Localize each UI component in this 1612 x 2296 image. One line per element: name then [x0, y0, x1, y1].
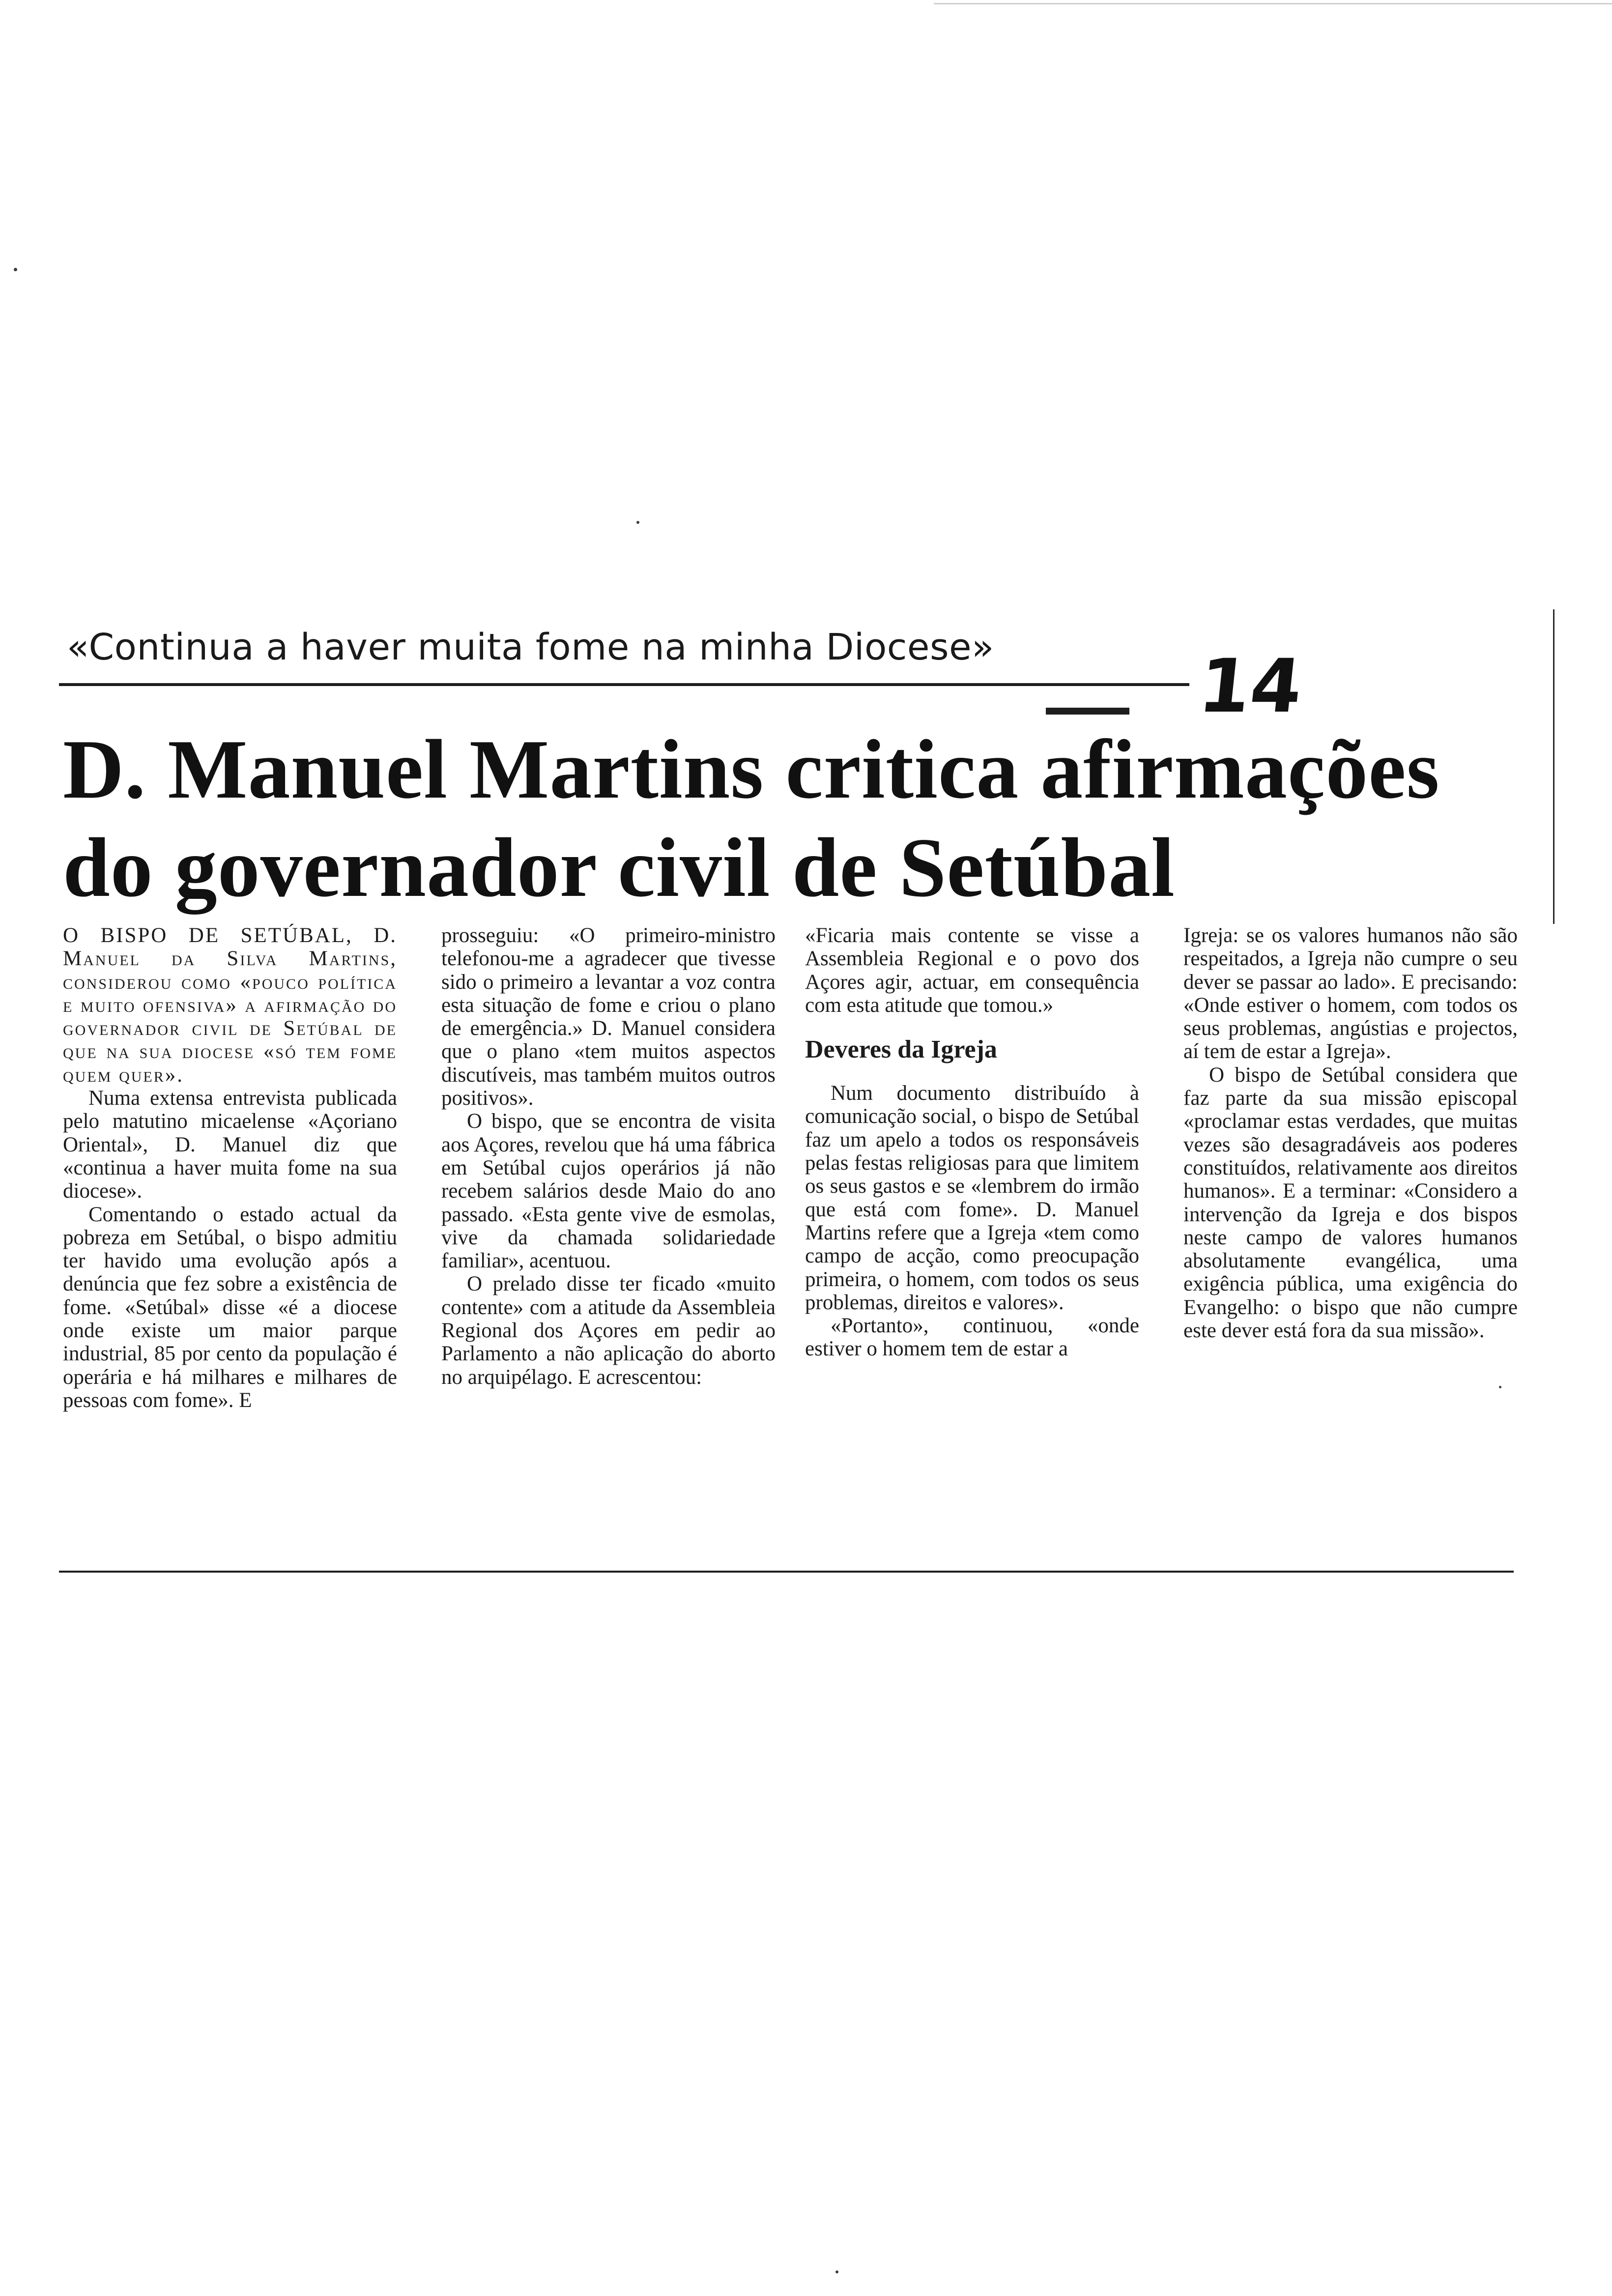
paragraph: Numa extensa entrevista publicada pelo matutino micaelense «Açoriano Oriental», D. Manuel diz que «continua a haver muita fome na sua diocese». [63, 1087, 397, 1203]
scan-speck [835, 2270, 838, 2273]
kicker-underline [59, 683, 1189, 686]
paragraph: Comentando o estado actual da pobreza em Setúbal, o bispo admitiu ter havido uma evolução após a denúncia que fez sobre a existência de fome. «Setúbal» disse «é a diocese onde existe um maior parque industrial, 85 por cento da população é operária e há milhares e milhares de pessoas com fome». E [63, 1203, 397, 1412]
subheading: Deveres da Igreja [805, 1035, 997, 1064]
handwritten-dash [1046, 708, 1129, 715]
headline-line-2: do governador civil de Setúbal [63, 821, 1175, 915]
paragraph: «Ficaria mais contente se visse a Assembleia Regional e o povo dos Açores agir, actuar, em consequência com esta atitude que tomou.» [805, 924, 1139, 1017]
kicker-quote: «Continua a haver muita fome na minha Diocese» [67, 626, 994, 668]
scan-speck [636, 521, 639, 524]
headline [63, 720, 1537, 917]
paragraph: «Portanto», continuou, «onde estiver o homem tem de estar a [805, 1314, 1139, 1361]
column-1 [63, 924, 397, 1412]
headline-line-1: D. Manuel Martins critica afirmações [63, 723, 1440, 816]
handwritten-page-mark: 14 [1194, 644, 1306, 729]
scan-speck [1499, 1386, 1501, 1388]
scan-speck [14, 268, 17, 271]
clipping-border [1553, 609, 1554, 924]
paragraph: Igreja: se os valores humanos não são respeitados, a Igreja não cumpre o seu dever se passar ao lado». E precisando: «Onde estiver o homem, com todos os seus problemas, angústias e projectos, aí tem de estar a Igreja». [1183, 924, 1518, 1063]
paragraph: O bispo, que se encontra de visita aos Açores, revelou que há uma fábrica em Setúbal cujos operários já não recebem salários desde Maio do ano passado. «Esta gente vive de esmolas, vive da chamada solidariedade familiar», acentuou. [441, 1110, 776, 1273]
scan-edge-line [934, 3, 1612, 4]
bottom-rule [59, 1571, 1514, 1573]
column-4 [1183, 924, 1518, 1342]
paragraph: Num documento distribuído à comunicação social, o bispo de Setúbal faz um apelo a todos os responsáveis pelas festas religiosas para que limitem os seus gastos e se «lembrem do irmão que está com fome». D. Manuel Martins refere que a Igreja «tem como campo de acção, como preocupação primeira, o homem, com todos os seus problemas, direitos e valores». [805, 1082, 1139, 1314]
paragraph: O prelado disse ter ficado «muito contente» com a atitude da Assembleia Regional dos Açores em pedir ao Parlamento a não aplicação do aborto no arquipélago. E acrescentou: [441, 1272, 776, 1389]
article-body [63, 924, 1532, 1558]
column-2 [441, 924, 776, 1389]
paragraph: prosseguiu: «O primeiro-ministro telefonou-me a agradecer que tivesse sido o primeiro a levantar a voz contra esta situação de fome e criou o plano de emergência.» D. Manuel considera que o plano «tem muitos aspectos discutíveis, mas também muitos outros positivos». [441, 924, 776, 1110]
paragraph: O bispo de Setúbal considera que faz parte da sua missão episcopal «proclamar estas verdades, que muitas vezes são desagradáveis aos poderes constituídos, relativamente aos direitos humanos». E a terminar: «Considero a intervenção da Igreja e dos bispos neste campo de valores humanos absolutamente evangélica, uma exigência pública, uma exigência do Evangelho: o bispo que não cumpre este dever está fora da sua missão». [1183, 1063, 1518, 1343]
column-3 [805, 924, 1139, 1361]
lead-paragraph: O BISPO DE SETÚBAL, D. Manuel da Silva Martins, considerou como «pouco política e muito ofensiva» a afirmação do governador civil de Setúbal de que na sua diocese «só tem fome quem quer». [63, 924, 397, 1087]
